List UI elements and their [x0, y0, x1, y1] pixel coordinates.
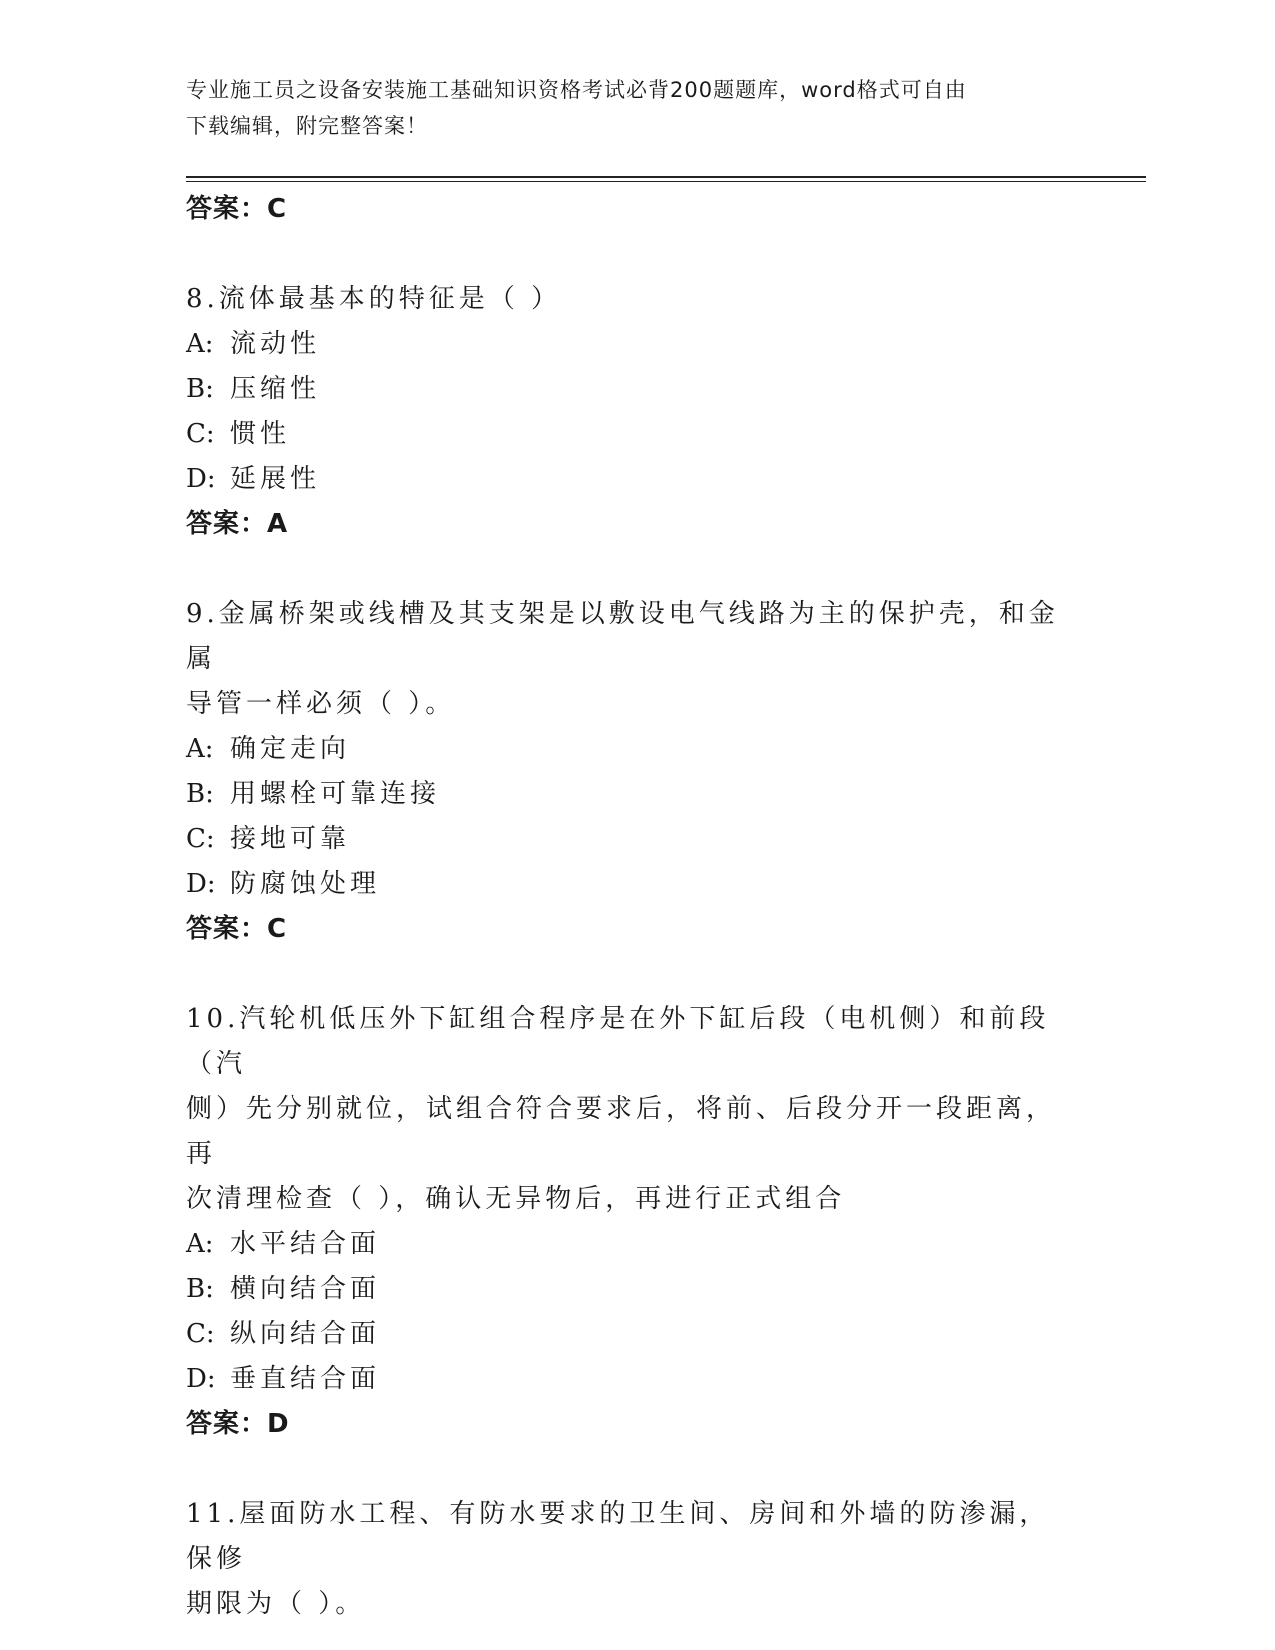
- option-letter: B:: [186, 374, 214, 404]
- option-letter: C:: [186, 1319, 215, 1349]
- option-text: 横向结合面: [230, 1274, 381, 1304]
- option-text: 接地可靠: [230, 824, 351, 854]
- question-item: [186, 592, 1076, 952]
- option-letter: D:: [186, 869, 216, 899]
- option-text: 纵向结合面: [230, 1319, 381, 1349]
- option-b: [186, 367, 1076, 412]
- answer-line: 答案：C: [186, 914, 288, 944]
- option-letter: B:: [186, 779, 214, 809]
- option-d: [186, 457, 1076, 502]
- option-text: 水平结合面: [230, 1229, 381, 1259]
- option-c: [186, 817, 1076, 862]
- option-letter: D:: [186, 464, 216, 494]
- question-stem-line: 10.汽轮机低压外下缸组合程序是在外下缸后段（电机侧）和前段（汽: [186, 1004, 1050, 1079]
- header-divider-thin: [186, 181, 1146, 182]
- question-stem-line: 侧）先分别就位，试组合符合要求后，将前、后段分开一段距离，再: [186, 1094, 1057, 1169]
- option-letter: A:: [186, 1229, 214, 1259]
- header-line-2: 下载编辑，附完整答案！: [186, 114, 428, 138]
- option-letter: D:: [186, 1364, 216, 1394]
- option-text: 垂直结合面: [230, 1364, 381, 1394]
- option-c: [186, 412, 1076, 457]
- question-item: [186, 1492, 1076, 1627]
- option-a: [186, 1222, 1076, 1267]
- answer-line: 答案：D: [186, 1409, 290, 1439]
- option-a: [186, 322, 1076, 367]
- question-stem: [186, 277, 1076, 322]
- option-letter: C:: [186, 419, 215, 449]
- option-letter: C:: [186, 824, 215, 854]
- answer-line: 答案：C: [186, 194, 288, 224]
- option-b: [186, 1267, 1076, 1312]
- option-letter: A:: [186, 734, 214, 764]
- option-text: 压缩性: [230, 374, 321, 404]
- question-stem-line: 11.屋面防水工程、有防水要求的卫生间、房间和外墙的防渗漏，保修: [186, 1499, 1050, 1574]
- question-stem: [186, 997, 1076, 1222]
- option-text: 流动性: [230, 329, 321, 359]
- option-d: [186, 1357, 1076, 1402]
- question-list: [186, 187, 1076, 1627]
- question-stem-line: 期限为（ ）。: [186, 1589, 366, 1619]
- option-c: [186, 1312, 1076, 1357]
- answer-line: 答案：A: [186, 509, 289, 539]
- question-stem-line: 8.流体最基本的特征是（ ）: [186, 284, 562, 314]
- option-letter: A:: [186, 329, 214, 359]
- option-text: 用螺栓可靠连接: [230, 779, 441, 809]
- question-item: [186, 997, 1076, 1447]
- option-text: 防腐蚀处理: [230, 869, 381, 899]
- question-stem-line: 导管一样必须（ ）。: [186, 689, 456, 719]
- option-text: 确定走向: [230, 734, 351, 764]
- option-text: 延展性: [230, 464, 321, 494]
- question-stem: [186, 1492, 1076, 1627]
- question-stem: [186, 592, 1076, 727]
- header-line-1: 专业施工员之设备安装施工基础知识资格考试必背200题题库，word格式可自由: [186, 78, 967, 102]
- header-divider-thick: [186, 176, 1146, 178]
- option-letter: B:: [186, 1274, 214, 1304]
- question-stem-line: 9.金属桥架或线槽及其支架是以敷设电气线路为主的保护壳，和金属: [186, 599, 1059, 674]
- option-a: [186, 727, 1076, 772]
- document-header: [186, 72, 1066, 144]
- question-item: [186, 277, 1076, 547]
- option-text: 惯性: [230, 419, 291, 449]
- option-b: [186, 772, 1076, 817]
- option-d: [186, 862, 1076, 907]
- question-stem-line: 次清理检查（ ），确认无异物后，再进行正式组合: [186, 1184, 846, 1214]
